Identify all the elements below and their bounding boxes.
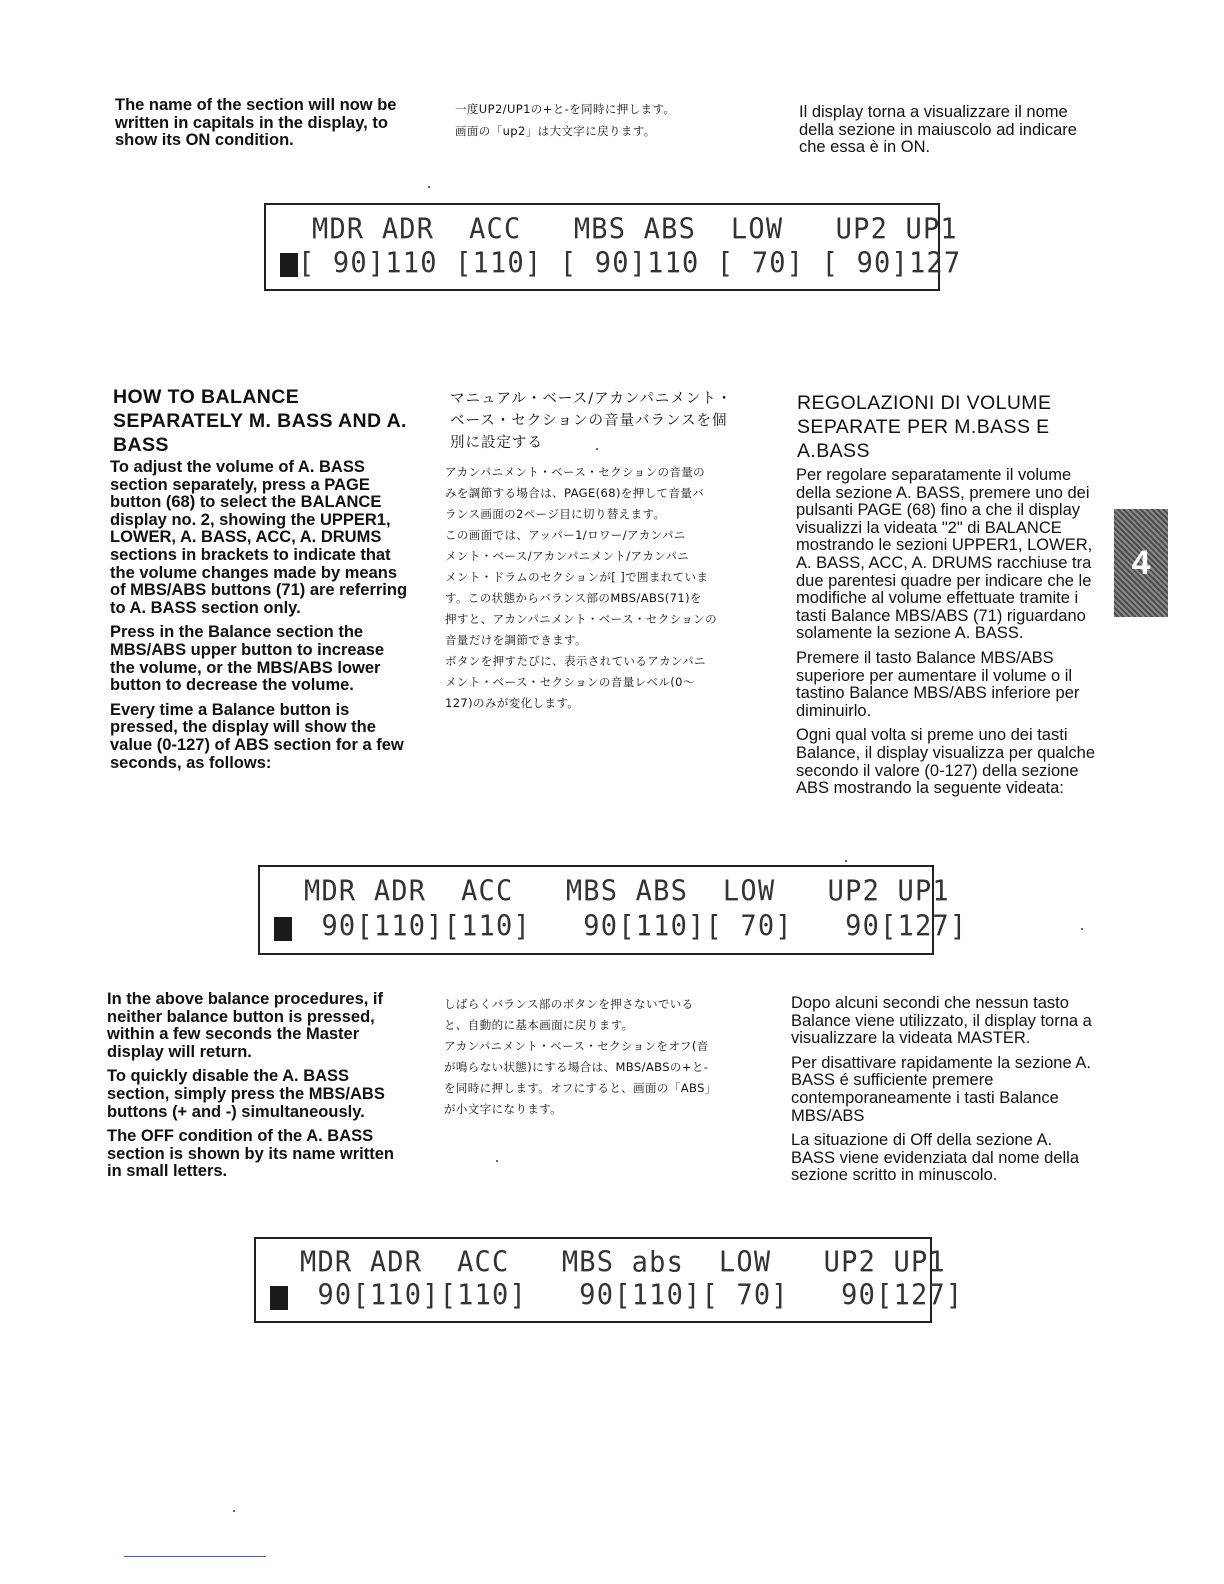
top-jp-line: 画面の「up2」は大文字に戻ります。 — [455, 124, 656, 138]
section-body-en — [110, 459, 410, 779]
top-en-text: The name of the section will now be written in capitals in the display, to show its ON condition. — [115, 96, 397, 150]
lcd-display-balance — [258, 865, 968, 955]
lcd-values-row: 90[110][110] 90[110][ 70] 90[127] — [304, 910, 968, 943]
lcd-cursor — [280, 253, 298, 277]
bottom-body-jp — [444, 994, 769, 1120]
lcd-display-on — [264, 203, 962, 291]
jp-heading-line: 別に設定する — [450, 435, 543, 451]
scan-speck — [845, 860, 847, 862]
jp-line: が鳴らない状態)にする場合は、MBS/ABSの+と- — [444, 1060, 709, 1074]
section-heading-en: HOW TO BALANCE SEPARATELY M. BASS AND A. BASS — [113, 386, 407, 456]
bottom-body-en — [107, 991, 407, 1188]
footer-rule — [124, 1556, 266, 1557]
jp-line: と、自動的に基本画面に戻ります。 — [444, 1018, 634, 1032]
lcd-header-row: MDR ADR ACC MBS abs LOW UP2 UP1 — [300, 1246, 946, 1279]
scan-speck — [596, 448, 598, 450]
jp-line: 押すと、アカンパニメント・ベース・セクションの — [445, 612, 717, 626]
scan-speck — [233, 1510, 235, 1512]
jp-heading-line: マニュアル・ベース/アカンパニメント・ — [450, 391, 733, 407]
lcd-display-off — [254, 1237, 964, 1323]
en-paragraph: Press in the Balance section the MBS/ABS upper button to increase the volume, or the MBS/ABS lower button to decrease the volume. — [110, 623, 385, 695]
jp-line: が小文字になります。 — [444, 1102, 563, 1116]
lcd-values-row: [ 90]110 [110] [ 90]110 [ 70] [ 90]127 — [298, 247, 962, 280]
jp-line: しばらくバランス部のボタンを押さないでいる — [444, 997, 694, 1011]
section-heading-it: REGOLAZIONI DI VOLUME SEPARATE PER M.BASS E A.BASS — [797, 392, 1052, 462]
jp-line: を同時に押します。オフにすると、画面の「ABS」 — [444, 1081, 717, 1095]
en-paragraph: To quickly disable the A. BASS section, simply press the MBS/ABS buttons (+ and -) simultaneously. — [107, 1067, 385, 1121]
scan-speck — [496, 1160, 498, 1162]
jp-line: ランス画面の2ページ目に切り替えます。 — [445, 507, 666, 521]
jp-heading-line: ベース・セクションの音量バランスを個 — [450, 413, 728, 429]
it-paragraph: La situazione di Off della sezione A. BASS viene evidenziata dal nome della sezione scritto in minuscolo. — [791, 1131, 1080, 1185]
jp-line: 音量だけを調節できます。 — [445, 633, 587, 647]
lcd-header-row: MDR ADR ACC MBS ABS LOW UP2 UP1 — [304, 875, 950, 908]
lcd-cursor — [274, 917, 292, 941]
jp-line: メント・ベース/アカンパニメント/アカンパニ — [445, 549, 690, 563]
en-paragraph: Every time a Balance button is pressed, the display will show the value (0-127) of ABS section for a few seconds, as follows: — [110, 700, 404, 772]
jp-line: 127)のみが変化します。 — [445, 696, 580, 710]
jp-line: ボタンを押すたびに、表示されているアカンパニ — [445, 654, 706, 668]
section-body-it — [796, 467, 1100, 805]
top-it-text: Il display torna a visualizzare il nome della sezione in maiuscolo ad indicare che essa è in ON. — [799, 103, 1077, 157]
bottom-body-it — [791, 995, 1095, 1192]
lcd-values-row: 90[110][110] 90[110][ 70] 90[127] — [300, 1279, 964, 1312]
section-heading-jp — [450, 388, 770, 454]
it-paragraph: Dopo alcuni secondi che nessun tasto Balance viene utilizzato, il display torna a visualizzare la videata MASTER. — [791, 994, 1092, 1048]
it-paragraph: Premere il tasto Balance MBS/ABS superiore per aumentare il volume o il tastino Balance MBS/ABS inferiore per diminuirlo. — [796, 648, 1080, 720]
it-paragraph: Per disattivare rapidamente la sezione A. BASS é sufficiente premere contemporaneamente i tasti Balance MBS/ABS — [791, 1053, 1091, 1125]
jp-line: この画面では、アッパー1/ロワー/アカンパニ — [445, 528, 686, 542]
it-paragraph: Per regolare separatamente il volume della sezione A. BASS, premere uno dei pulsanti PAGE (68) fino a che il display visualizzi la videata "2" di BALANCE mostrando le sezioni UPPER1, LOWER, A. BASS, ACC, A. DRUMS racchiuse tra due parentesi quadre per indicare che le modifiche al volume effettuate tramite i tasti Balance MBS/ABS (71) riguardano solamente la sezione A. BASS. — [796, 466, 1093, 643]
lcd-header-row: MDR ADR ACC MBS ABS LOW UP2 UP1 — [312, 213, 958, 246]
top-jp-text — [455, 98, 765, 142]
jp-line: みを調節する場合は、PAGE(68)を押して音量バ — [445, 486, 705, 500]
scan-speck — [1081, 928, 1083, 930]
en-paragraph: To adjust the volume of A. BASS section separately, press a PAGE button (68) to select the BALANCE display no. 2, showing the UPPER1, LOWER, A. BASS, ACC, A. DRUMS sections in brackets to indicate that the volume changes made by means of MBS/ABS buttons (71) are referring to A. BASS section only. — [110, 458, 408, 617]
it-paragraph: Ogni qual volta si preme uno dei tasti Balance, il display visualizza per qualche secondo il valore (0-127) della sezione ABS mostrando la seguente videata: — [796, 726, 1095, 798]
top-jp-line: 一度UP2/UP1の+と-を同時に押します。 — [455, 102, 676, 116]
jp-line: メント・ドラムのセクションが[ ]で囲まれていま — [445, 570, 709, 584]
jp-line: す。この状態からバランス部のMBS/ABS(71)を — [445, 591, 702, 605]
en-paragraph: In the above balance procedures, if neither balance button is pressed, within a few seconds the Master display will return. — [107, 990, 383, 1061]
scan-speck — [428, 186, 430, 188]
chapter-number: 4 — [1131, 544, 1151, 582]
jp-line: アカンパニメント・ベース・セクションをオフ(音 — [444, 1039, 709, 1053]
en-paragraph: The OFF condition of the A. BASS section is shown by its name written in small letters. — [107, 1127, 394, 1181]
jp-line: アカンパニメント・ベース・セクションの音量の — [445, 465, 706, 479]
lcd-cursor — [270, 1286, 288, 1310]
section-body-jp — [445, 462, 770, 714]
chapter-tab — [1114, 509, 1168, 617]
jp-line: メント・ベース・セクションの音量レベル(0〜 — [445, 675, 695, 689]
